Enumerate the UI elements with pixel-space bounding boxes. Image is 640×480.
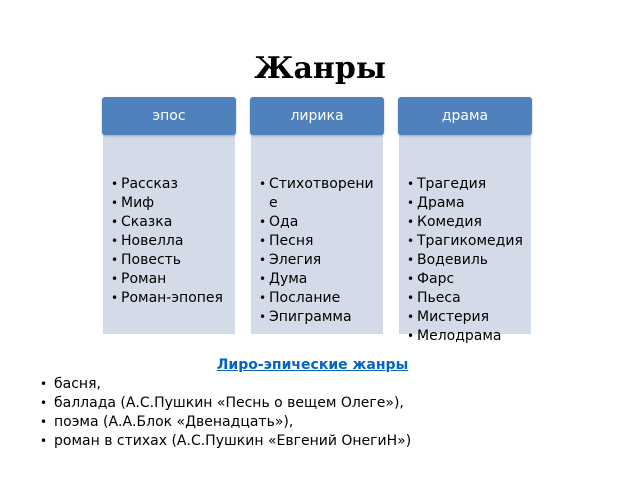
lyro-epic-item: • басня, <box>40 375 630 394</box>
genre-list <box>407 175 529 346</box>
genre-item: • Роман-эпопея <box>111 289 233 308</box>
genre-card <box>250 130 384 335</box>
genre-column-drama <box>398 97 532 344</box>
genre-item: • Фарс <box>407 270 529 289</box>
genre-item: • Песня <box>259 232 381 251</box>
genre-item: • Драма <box>407 194 529 213</box>
genre-item: • Мелодрама <box>407 327 529 346</box>
genre-card <box>102 130 236 335</box>
genre-item: • Комедия <box>407 213 529 232</box>
lyro-epic-heading-link[interactable]: Лиро-эпические жанры <box>216 357 409 373</box>
genre-item: • Роман <box>111 270 233 289</box>
lyro-epic-item: • поэма (А.А.Блок «Двенадцать»), <box>40 413 630 432</box>
genre-item: • Пьеса <box>407 289 529 308</box>
genre-item: • Трагикомедия <box>407 232 529 251</box>
genre-column-lirika <box>250 97 384 335</box>
genre-list <box>111 175 233 308</box>
genre-column-epos <box>102 97 236 335</box>
genre-item: • Послание <box>259 289 381 308</box>
genre-item: • Трагедия <box>407 175 529 194</box>
genre-list <box>259 175 381 327</box>
genre-item: • Ода <box>259 213 381 232</box>
genre-item: • Сказка <box>111 213 233 232</box>
genre-item: • Эпиграмма <box>259 308 381 327</box>
genre-item: • Элегия <box>259 251 381 270</box>
genre-header-lirika: лирика <box>250 97 384 135</box>
genre-item: • Новелла <box>111 232 233 251</box>
lyro-epic-item: • роман в стихах (А.С.Пушкин «Евгений ОнегиН») <box>40 432 630 451</box>
genre-item: • Повесть <box>111 251 233 270</box>
slide-title: Жанры <box>254 51 386 86</box>
genre-card <box>398 130 532 344</box>
genre-item: • Мистерия <box>407 308 529 327</box>
genre-item: • Рассказ <box>111 175 233 194</box>
genre-item: • Водевиль <box>407 251 529 270</box>
genre-header-epos: эпос <box>102 97 236 135</box>
genre-item: • Стихотворение <box>259 175 381 213</box>
genre-item: • Миф <box>111 194 233 213</box>
lyro-epic-list <box>40 375 630 451</box>
genre-item: • Дума <box>259 270 381 289</box>
genre-header-drama: драма <box>398 97 532 135</box>
lyro-epic-item: • баллада (А.С.Пушкин «Песнь о вещем Олеге»), <box>40 394 630 413</box>
